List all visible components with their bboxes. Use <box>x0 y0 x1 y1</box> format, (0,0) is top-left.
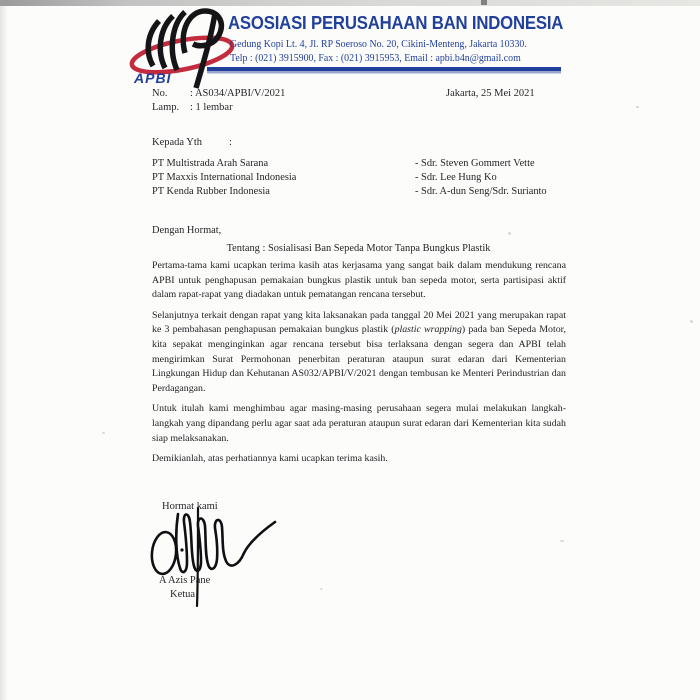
signer-name: A Azis Pane <box>159 575 211 586</box>
scan-speck <box>690 320 693 323</box>
paragraph-1: Pertama-tama kami ucapkan terima kasih atas kerjasama yang sangat baik dalam mendukung rencana APBI untuk penghapusan pemakaian bungkus plastik untuk ban sepeda motor, serta partisipasi aktif dalam rapat-rapat yang diadakan untuk pematangan rencana tersebut. <box>152 260 566 301</box>
closing-salutation: Hormat kami <box>162 501 218 512</box>
subject-line: Tentang : Sosialisasi Ban Sepeda Motor Tanpa Bungkus Plastik <box>226 243 491 254</box>
recipient-company: PT Maxxis International Indonesia <box>152 172 297 184</box>
lamp-label: Lamp. <box>152 102 180 113</box>
scan-speck <box>102 432 105 434</box>
scan-edge-top <box>0 0 700 6</box>
org-name: ASOSIASI PERUSAHAAN BAN INDONESIA <box>228 13 564 33</box>
letter-body <box>152 259 566 473</box>
recipient-company: PT Multistrada Arah Sarana <box>152 158 269 169</box>
scan-speck <box>320 588 323 590</box>
paragraph-2-text: ) pada ban Sepeda Motor, kita sepakat menginginkan agar rencana tersebut bisa terlaksana dengan segera dan APBI telah mengirimkan Surat Permohonan penerbitan peraturan ataupun surat edaran dari Kementerian Lingkungan Hidup dan Kehutanan AS032/APBI/V/2021 dengan tembusan ke Menteri Perindustrian dan Perdagangan. <box>152 324 567 394</box>
recipient-company: PT Kenda Rubber Indonesia <box>152 186 270 198</box>
scan-edge-left <box>0 0 8 700</box>
paragraph-2-text: Selanjutnya terkait dengan rapat yang kita laksanakan pada tanggal 20 Mei 2021 yang merupakan rapat ke 3 pembahasan penghapusan pemakaian bungkus plastik ( <box>152 309 566 336</box>
recipient-person: - Sdr. Steven Gommert Vette <box>415 158 535 169</box>
lamp-value: : 1 lembar <box>190 102 233 113</box>
logo-text: APBI <box>134 70 172 86</box>
paragraph-2 <box>152 309 566 397</box>
scan-speck <box>636 106 639 108</box>
scan-speck <box>560 540 564 542</box>
recipient-person: - Sdr. Lee Hung Ko <box>415 172 497 184</box>
recipient-salutation-colon: : <box>229 137 232 148</box>
city-date: Jakarta, 25 Mei 2021 <box>446 88 535 99</box>
paragraph-4: Demikianlah, atas perhatiannya kami ucapkan terima kasih. <box>152 453 388 465</box>
paragraph-2-italic: plastic wrapping <box>394 324 462 336</box>
paragraph-3: Untuk itulah kami menghimbau agar masing-masing perusahaan segera mulai melakukan langkah-langkah yang dipandang perlu agar saat ada peraturan ataupun surat edaran dari Kementerian kita sudah siap melaksanakan. <box>152 403 566 444</box>
scan-artifact <box>481 0 487 5</box>
signature-icon <box>145 504 280 612</box>
greeting: Dengan Hormat, <box>152 225 222 236</box>
signer-title: Ketua <box>170 589 196 600</box>
recipient-person: - Sdr. A-dun Seng/Sdr. Surianto <box>415 186 547 198</box>
signature-scribble <box>145 504 280 617</box>
org-address: Gedung Kopi Lt. 4, Jl. RP Soeroso No. 20, Cikini-Menteng, Jakarta 10330. <box>230 39 527 50</box>
recipient-companies <box>152 157 296 200</box>
recipient-salutation: Kepada Yth <box>152 137 203 148</box>
recipient-persons <box>415 157 547 200</box>
letterhead-rule <box>207 67 561 71</box>
scan-speck <box>508 232 511 235</box>
ref-no-label: No. <box>152 88 168 99</box>
org-contact: Telp : (021) 3915900, Fax : (021) 3915953, Email : apbi.b4n@gmail.com <box>230 53 521 64</box>
ref-no-value: : AS034/APBI/V/2021 <box>190 88 286 99</box>
